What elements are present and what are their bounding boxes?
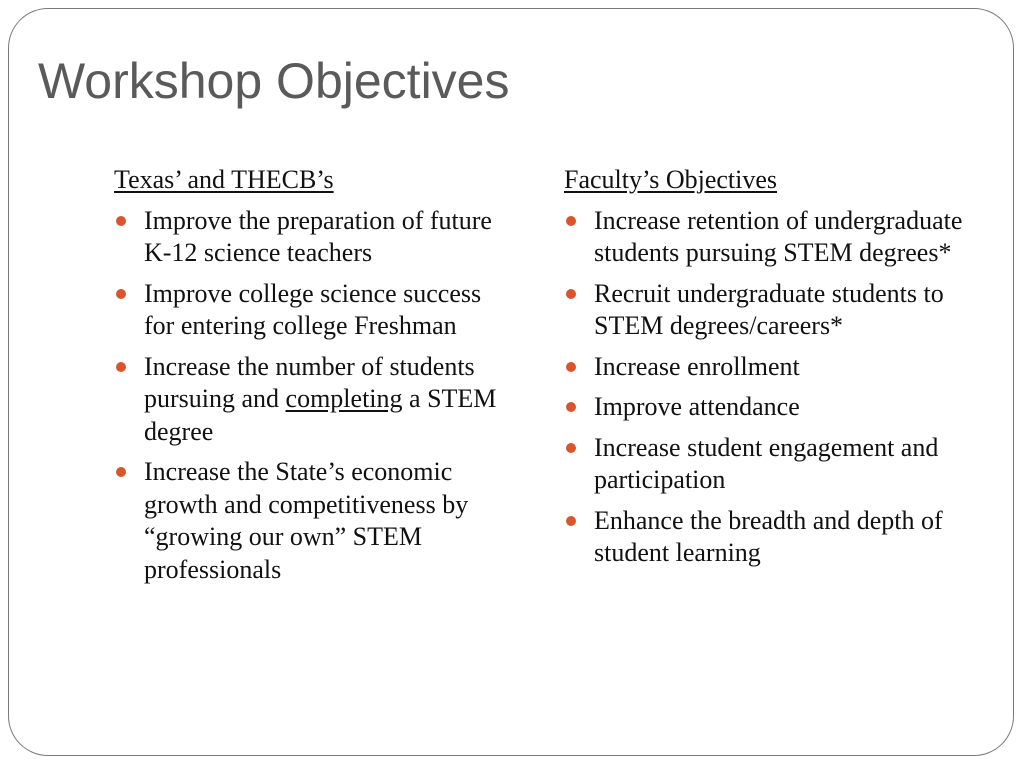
list-item <box>564 505 964 570</box>
bullet-icon <box>566 516 576 526</box>
right-bullet-list <box>564 205 964 570</box>
list-item-text: Increase enrollment <box>594 351 800 381</box>
list-item <box>114 351 514 449</box>
list-item-text: Improve attendance <box>594 392 800 421</box>
list-item-text: Enhance the breadth and depth of student learning <box>594 505 943 567</box>
list-item <box>564 278 964 343</box>
right-column <box>564 164 964 578</box>
list-item-text-pre: Increase the number of students pursuing and <box>144 351 475 413</box>
bullet-icon <box>116 289 126 299</box>
list-item <box>564 432 964 497</box>
left-column-heading: Texas’ and THECB’s <box>114 165 334 194</box>
list-item-text: Recruit undergraduate students to STEM degrees/careers* <box>594 278 944 340</box>
right-column-heading: Faculty’s Objectives <box>564 165 778 194</box>
list-item <box>564 205 964 270</box>
list-item-text: Increase student engagement and participation <box>594 432 939 494</box>
bullet-icon <box>116 216 126 226</box>
list-item-text: Increase retention of undergraduate students pursuing STEM degrees* <box>594 205 963 267</box>
list-item-text: Improve the preparation of future K-12 science teachers <box>144 205 492 267</box>
slide-title: Workshop Objectives <box>38 53 510 109</box>
list-item-text: Increase the State’s economic growth and competitiveness by “growing our own” STEM professionals <box>144 457 469 584</box>
bullet-icon <box>566 216 576 226</box>
list-item <box>564 351 964 384</box>
bullet-icon <box>566 362 576 372</box>
list-item <box>114 456 514 586</box>
bullet-icon <box>116 467 126 477</box>
list-item <box>114 278 514 343</box>
bullet-icon <box>566 289 576 299</box>
bullet-icon <box>116 362 126 372</box>
left-column <box>114 164 514 594</box>
list-item <box>564 391 964 424</box>
bullet-icon <box>566 443 576 453</box>
left-bullet-list <box>114 205 514 587</box>
list-item-text-post: a STEM degree <box>144 384 497 446</box>
list-item-text-underlined: completing <box>285 384 403 413</box>
list-item <box>114 205 514 270</box>
bullet-icon <box>566 402 576 412</box>
list-item-text: Improve college science success for entering college Freshman <box>144 278 482 340</box>
